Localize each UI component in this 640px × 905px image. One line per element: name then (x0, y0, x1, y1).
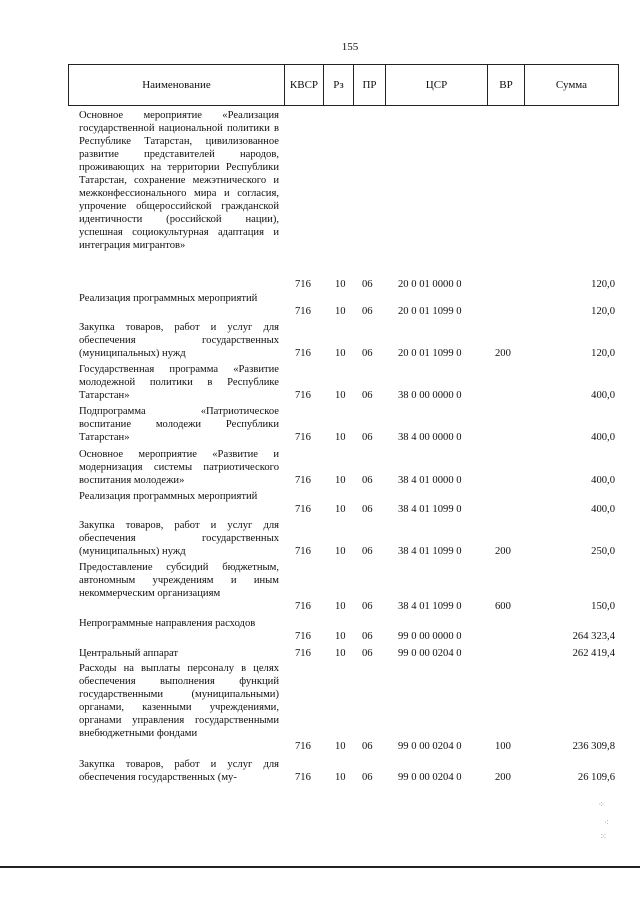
row-sum: 262 419,4 (572, 648, 615, 659)
row-name: Основное мероприятие «Развитие и модернизация системы патриотического воспитания молодежи» (79, 449, 279, 486)
row-sum: 236 309,8 (572, 741, 615, 752)
row-rz: 10 (335, 348, 346, 359)
row-kvsr: 716 (295, 279, 311, 290)
row-kvsr: 716 (295, 631, 311, 642)
table-row (0, 109, 640, 291)
table-row (0, 405, 640, 444)
row-kvsr: 716 (295, 601, 311, 612)
row-rz: 10 (335, 546, 346, 557)
row-vr: 200 (495, 772, 511, 783)
row-pr: 06 (362, 546, 373, 557)
table-row (0, 490, 640, 516)
row-pr: 06 (362, 279, 373, 290)
page-number: 155 (341, 41, 359, 53)
row-rz: 10 (335, 601, 346, 612)
header-pr: ПР (353, 64, 385, 106)
row-kvsr: 716 (295, 772, 311, 783)
row-kvsr: 716 (295, 504, 311, 515)
row-kvsr: 716 (295, 390, 311, 401)
row-name: Центральный аппарат (79, 648, 179, 659)
row-name: Закупка товаров, работ и услуг для обеспечения государственных (муниципальных) нужд (79, 322, 279, 359)
row-csr: 20 0 01 1099 0 (398, 348, 462, 359)
row-pr: 06 (362, 601, 373, 612)
header-rz: Рз (323, 64, 353, 106)
row-kvsr: 716 (295, 306, 311, 317)
row-rz: 10 (335, 648, 346, 659)
row-csr: 38 4 01 1099 0 (398, 546, 462, 557)
row-rz: 10 (335, 631, 346, 642)
scan-speck: ⁘ (598, 800, 605, 809)
row-csr: 38 4 00 0000 0 (398, 432, 462, 443)
row-rz: 10 (335, 475, 346, 486)
table-row (0, 617, 640, 643)
row-pr: 06 (362, 648, 373, 659)
row-rz: 10 (335, 279, 346, 290)
header-name: Наименование (68, 64, 284, 106)
row-sum: 400,0 (591, 432, 615, 443)
row-rz: 10 (335, 390, 346, 401)
row-vr: 100 (495, 741, 511, 752)
row-csr: 99 0 00 0000 0 (398, 631, 462, 642)
row-csr: 99 0 00 0204 0 (398, 741, 462, 752)
row-kvsr: 716 (295, 546, 311, 557)
table-row (0, 363, 640, 402)
row-kvsr: 716 (295, 741, 311, 752)
row-pr: 06 (362, 741, 373, 752)
row-rz: 10 (335, 772, 346, 783)
row-name: Закупка товаров, работ и услуг для обеспечения государственных (му- (79, 759, 279, 783)
row-name: Реализация программных мероприятий (79, 293, 258, 304)
row-rz: 10 (335, 741, 346, 752)
row-pr: 06 (362, 631, 373, 642)
header-sum: Сумма (524, 64, 619, 106)
table-row (0, 561, 640, 613)
row-csr: 99 0 00 0204 0 (398, 772, 462, 783)
row-rz: 10 (335, 432, 346, 443)
row-sum: 120,0 (591, 348, 615, 359)
row-name: Непрограммные направления расходов (79, 618, 256, 629)
row-pr: 06 (362, 306, 373, 317)
row-pr: 06 (362, 432, 373, 443)
row-csr: 99 0 00 0204 0 (398, 648, 462, 659)
row-name: Реализация программных мероприятий (79, 491, 258, 502)
row-name: Государственная программа «Развитие молодежной политики в Республике Татарстан» (79, 364, 279, 401)
row-pr: 06 (362, 772, 373, 783)
row-sum: 400,0 (591, 390, 615, 401)
row-kvsr: 716 (295, 648, 311, 659)
header-vr: ВР (487, 64, 524, 106)
row-name: Подпрограмма «Патриотическое воспитание молодежи Республики Татарстан» (79, 406, 279, 443)
row-kvsr: 716 (295, 432, 311, 443)
row-rz: 10 (335, 306, 346, 317)
row-sum: 120,0 (591, 306, 615, 317)
row-csr: 38 4 01 0000 0 (398, 475, 462, 486)
header-csr: ЦСР (385, 64, 487, 106)
scan-speck: ⁙ (600, 832, 607, 841)
row-rz: 10 (335, 504, 346, 515)
row-sum: 150,0 (591, 601, 615, 612)
row-csr: 38 0 00 0000 0 (398, 390, 462, 401)
row-csr: 20 0 01 1099 0 (398, 306, 462, 317)
row-kvsr: 716 (295, 348, 311, 359)
row-vr: 200 (495, 546, 511, 557)
row-pr: 06 (362, 504, 373, 515)
row-sum: 120,0 (591, 279, 615, 290)
row-name: Предоставление субсидий бюджетным, автономным учреждениям и иным некоммерческим организациям (79, 562, 279, 599)
row-csr: 38 4 01 1099 0 (398, 504, 462, 515)
table-row (0, 292, 640, 318)
row-csr: 20 0 01 0000 0 (398, 279, 462, 290)
row-pr: 06 (362, 390, 373, 401)
row-sum: 250,0 (591, 546, 615, 557)
row-vr: 200 (495, 348, 511, 359)
row-vr: 600 (495, 601, 511, 612)
row-name: Основное мероприятие «Реализация государственной национальной политики в Республике Татарстан, цивилизованное развитие представителей народов, проживающих на территории Республики Татарстан, сохранение межэтнического и межконфессионального мира и согласия, упрочение общероссийской гражданской идентичности (российской нации), успешная социокультурная адаптация и интеграция мигрантов» (79, 110, 279, 251)
row-pr: 06 (362, 475, 373, 486)
row-pr: 06 (362, 348, 373, 359)
table-row (0, 321, 640, 360)
header-kvsr: КВСР (284, 64, 323, 106)
page-bottom-rule (0, 866, 640, 868)
row-name: Расходы на выплаты персоналу в целях обеспечения выполнения функций государственными (муниципальными) органами, казенными учреждениями, органами управления государственными внебюджетными фондами (79, 663, 279, 739)
row-sum: 400,0 (591, 504, 615, 515)
row-sum: 26 109,6 (577, 772, 615, 783)
table-row (0, 662, 640, 753)
table-row (0, 647, 640, 660)
row-csr: 38 4 01 1099 0 (398, 601, 462, 612)
table-row (0, 448, 640, 487)
row-kvsr: 716 (295, 475, 311, 486)
scan-speck: ⁖ (604, 818, 609, 827)
table-row (0, 758, 640, 790)
table-row (0, 519, 640, 558)
row-sum: 400,0 (591, 475, 615, 486)
row-sum: 264 323,4 (572, 631, 615, 642)
row-name: Закупка товаров, работ и услуг для обеспечения государственных (муниципальных) нужд (79, 520, 279, 557)
